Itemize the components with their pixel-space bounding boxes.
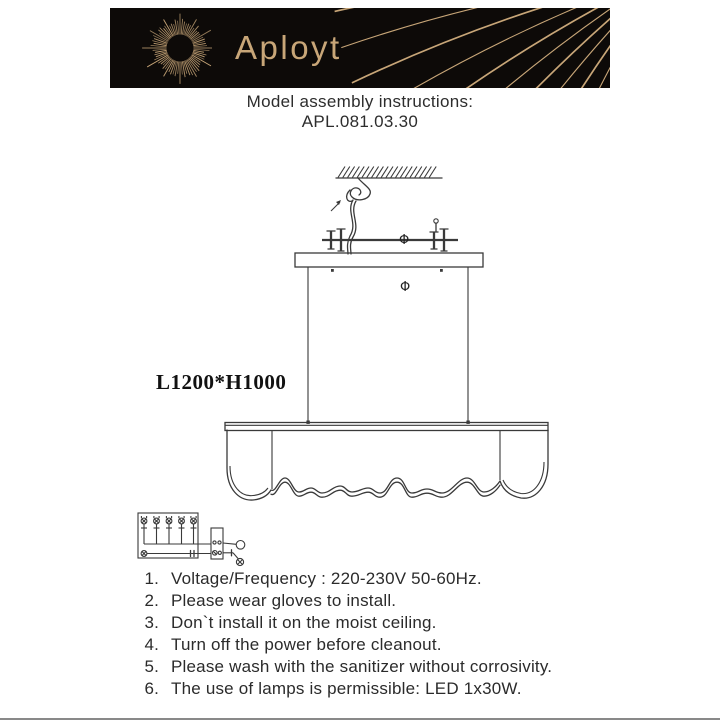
- lamp-symbols-row: [141, 516, 197, 544]
- wiring-diagram: [138, 513, 245, 566]
- lamp-symbol: [141, 551, 147, 557]
- wiring-box: [138, 513, 198, 558]
- hanging-wire: [331, 178, 370, 254]
- diameter-symbol: Φ: [399, 233, 410, 248]
- lamp-symbol: [191, 516, 197, 544]
- bolt-icon: [337, 229, 345, 251]
- bolt-icon: [327, 231, 335, 249]
- starburst-center: [167, 35, 193, 61]
- dimension-label: L1200*H1000: [156, 370, 287, 394]
- page-title: Model assembly instructions:: [246, 92, 474, 111]
- instruction-list: [134, 570, 644, 702]
- list-item: 3. Don`t install it on the moist ceiling.: [164, 614, 644, 631]
- list-item: 6. The use of lamps is permissible: LED 1x30W.: [164, 680, 644, 697]
- diameter-symbol: Φ: [400, 280, 411, 295]
- lamp-symbol: [154, 516, 160, 544]
- screw-icon: [434, 219, 438, 231]
- lamp-symbol: [179, 516, 185, 544]
- lamp-symbol: [141, 516, 147, 544]
- mounting-bar: [322, 219, 458, 251]
- bolt-icon: [430, 232, 438, 249]
- brand-name: Aployt: [235, 29, 342, 66]
- brand-banner: [110, 8, 610, 88]
- suspension-cables: [306, 274, 469, 424]
- ceiling-hatch: [336, 167, 442, 179]
- canopy-plate: [295, 253, 483, 295]
- list-item: 1. Voltage/Frequency : 220-230V 50-60Hz.: [164, 570, 644, 587]
- bolt-icon: [440, 229, 448, 251]
- lamp-symbol: [166, 516, 172, 544]
- terminal-block: [211, 528, 223, 559]
- list-item: 5. Please wash with the sanitizer without corrosivity.: [164, 658, 644, 675]
- lamp-symbol: [236, 558, 243, 565]
- model-number: APL.081.03.30: [301, 112, 419, 131]
- lamp-body: [225, 423, 548, 501]
- power-terminal-icon: [236, 541, 245, 550]
- list-item: 4. Turn off the power before cleanout.: [164, 636, 644, 653]
- fabric-shade: [227, 430, 548, 500]
- list-item: 2. Please wear gloves to install.: [164, 592, 644, 609]
- brand-banner-art: [110, 8, 610, 88]
